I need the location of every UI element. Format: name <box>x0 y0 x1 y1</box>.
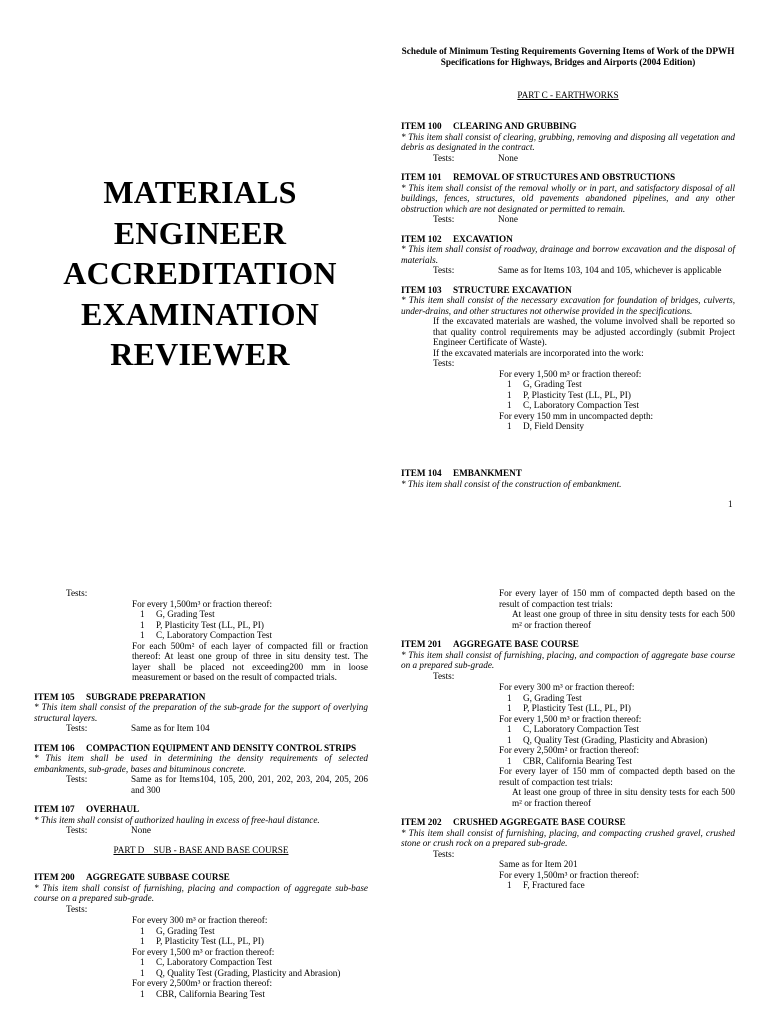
test-frequency: For every 300 m³ or fraction thereof: <box>132 915 268 925</box>
cover-title <box>30 172 370 375</box>
test-name: C, Laboratory Compaction Test <box>523 400 640 410</box>
header-line: Specifications for Highways, Bridges and Airports (2004 Edition) <box>440 56 696 67</box>
item-name: REMOVAL OF STRUCTURES AND OBSTRUCTIONS <box>453 172 676 182</box>
item-number: ITEM 202 <box>401 817 442 827</box>
item-description: * This item shall consist of the construction of embankment. <box>401 478 622 489</box>
tests-label: Tests: <box>66 723 88 733</box>
test-name: CBR, California Bearing Test <box>523 755 632 766</box>
test-frequency: For every layer of 150 mm of compacted depth based on the result of compaction test trials: <box>499 766 735 787</box>
test-frequency: For every 150 mm in uncompacted depth: <box>499 410 654 421</box>
item-200 <box>34 872 368 999</box>
item-200-continued <box>401 588 735 630</box>
test-name: P, Plasticity Test (LL, PL, PI) <box>156 619 264 630</box>
item-number: ITEM 106 <box>34 742 75 753</box>
item-202 <box>401 817 735 891</box>
title-line: REVIEWER <box>110 336 290 372</box>
test-count: 1 <box>140 630 145 640</box>
part-d-heading: PART D SUB - BASE AND BASE COURSE <box>113 844 289 855</box>
item-description: * This item shall consist of authorized hauling in excess of free-haul distance. <box>34 814 320 825</box>
test-frequency: For every layer of 150 mm of compacted depth based on the result of compaction test trials: <box>499 588 735 609</box>
test-count: 1 <box>507 379 512 389</box>
item-description: * This item shall consist of the necessary excavation for foundation of bridges, culverts, under-drains, and other structures not otherwise provided in the specifications. <box>401 295 735 316</box>
tests-label: Tests: <box>66 825 88 835</box>
item-201 <box>401 639 735 808</box>
item-name: OVERHAUL <box>86 804 140 814</box>
header-line: Schedule of Minimum Testing Requirements Governing Items of Work of the DPWH <box>401 46 735 56</box>
test-name: G, Grading Test <box>523 379 582 389</box>
test-name: D, Field Density <box>523 421 584 431</box>
title-line: ENGINEER <box>113 214 287 251</box>
test-frequency: For every 1,500m³ or fraction thereof: <box>499 869 640 880</box>
test-frequency: For every 1,500 m³ or fraction thereof: <box>499 368 642 379</box>
item-104-tests <box>34 588 368 683</box>
item-106 <box>34 743 368 796</box>
tests-value: Same as for Items104, 105, 200, 201, 202, 203, 204, 205, 206 and 300 <box>131 774 368 795</box>
tests-label: Tests: <box>433 152 455 163</box>
item-number: ITEM 200 <box>34 872 75 882</box>
test-name: G, Grading Test <box>156 925 215 936</box>
test-name: P, Plasticity Test (LL, PL, PI) <box>523 389 631 400</box>
item-number: ITEM 104 <box>401 468 442 478</box>
title-line: ACCREDITATION <box>63 255 337 291</box>
item-description: * This item shall consist of furnishing, placing, and compacting crushed gravel, crushed stone or crush rock on a prepared sub-grade. <box>401 827 735 848</box>
item-note: At least one group of three in situ density tests for each 500 m² or fraction thereof <box>512 787 735 808</box>
test-name: C, Laboratory Compaction Test <box>156 630 273 640</box>
test-name: G, Grading Test <box>523 692 582 703</box>
tests-value: Same as for Item 104 <box>131 723 210 733</box>
item-number: ITEM 105 <box>34 691 75 702</box>
test-name: G, Grading Test <box>156 609 215 619</box>
tests-value: None <box>498 214 518 224</box>
test-count: 1 <box>507 880 512 890</box>
test-name: P, Plasticity Test (LL, PL, PI) <box>156 936 264 946</box>
page-number: 1 <box>728 499 733 509</box>
title-line: EXAMINATION <box>80 295 320 332</box>
test-count: 1 <box>140 988 145 999</box>
test-name: Q, Quality Test (Grading, Plasticity and Abrasion) <box>523 734 708 745</box>
item-description: * This item shall consist of furnishing, placing, and compaction of aggregate base course on a prepared sub-grade. <box>401 649 735 670</box>
tests-label: Tests: <box>66 774 88 784</box>
tests-value: Same as for Items 103, 104 and 105, whichever is applicable <box>498 265 722 275</box>
item-number: ITEM 101 <box>401 172 442 182</box>
tests-label: Tests: <box>433 358 455 368</box>
item-name: EXCAVATION <box>453 233 513 244</box>
item-name: CLEARING AND GRUBBING <box>453 121 577 131</box>
item-number: ITEM 103 <box>401 284 442 295</box>
item-104 <box>401 468 735 489</box>
page1-right-column <box>401 121 735 432</box>
test-count: 1 <box>507 692 512 703</box>
test-count: 1 <box>507 755 512 766</box>
item-number: ITEM 100 <box>401 121 442 131</box>
tests-label: Tests: <box>66 588 88 598</box>
test-frequency: For every 300 m³ or fraction thereof: <box>499 682 635 692</box>
tests-value: None <box>498 152 518 163</box>
item-number: ITEM 201 <box>401 639 442 649</box>
test-count: 1 <box>140 957 145 967</box>
test-count: 1 <box>140 967 145 978</box>
tests-label: Tests: <box>66 903 88 914</box>
item-description: * This item shall consist of roadway, drainage and borrow excavation and the disposal of materials. <box>401 244 735 265</box>
test-frequency: For every 1,500m³ or fraction thereof: <box>132 598 273 609</box>
item-name: AGGREGATE BASE COURSE <box>453 639 579 649</box>
item-description: * This item shall consist of clearing, grubbing, removing and disposing all vegetation and debris as designated in the contract. <box>401 131 735 152</box>
item-description: * This item shall consist of the removal wholly or in part, and satisfactory disposal of all buildings, fences, structures, old pavements abandoned pipelines, and any other obstruction which are not designated or permitted to remain. <box>401 182 735 214</box>
test-frequency: For every 1,500 m³ or fraction thereof: <box>499 713 642 724</box>
tests-label: Tests: <box>433 848 455 859</box>
test-name: P, Plasticity Test (LL, PL, PI) <box>523 703 631 713</box>
item-105 <box>34 692 368 734</box>
test-name: F, Fractured face <box>523 880 585 890</box>
page2-left-column <box>34 588 368 999</box>
tests-label: Tests: <box>433 670 455 681</box>
test-name: CBR, California Bearing Test <box>156 988 265 999</box>
item-description: * This item shall consist of the preparation of the sub-grade for the support of overlying structural layers. <box>34 702 368 723</box>
test-count: 1 <box>507 703 512 713</box>
item-note: If the excavated materials are washed, the volume involved shall be reported so that quality control requirements may be adjusted accordingly (submit Project Engineer Certificate of Waste). <box>433 316 735 347</box>
item-note: At least one group of three in situ density tests for each 500 m² or fraction thereof <box>512 609 735 630</box>
tests-value: Same as for Item 201 <box>499 859 578 869</box>
tests-label: Tests: <box>433 265 455 275</box>
tests-row <box>34 774 368 795</box>
test-name: C, Laboratory Compaction Test <box>156 957 273 967</box>
tests-label: Tests: <box>433 214 455 224</box>
test-name: Q, Quality Test (Grading, Plasticity and Abrasion) <box>156 967 341 978</box>
item-name: SUBGRADE PREPARATION <box>86 691 206 702</box>
test-count: 1 <box>507 724 512 734</box>
item-name: STRUCTURE EXCAVATION <box>453 284 572 295</box>
item-number: ITEM 107 <box>34 804 75 814</box>
test-frequency: For every 1,500 m³ or fraction thereof: <box>132 946 275 957</box>
item-100 <box>401 121 735 163</box>
test-count: 1 <box>140 609 145 619</box>
item-103 <box>401 285 735 432</box>
test-count: 1 <box>140 925 145 936</box>
item-name: EMBANKMENT <box>453 468 522 478</box>
item-note: If the excavated materials are incorporated into the work: <box>433 347 644 358</box>
part-c-heading: PART C - EARTHWORKS <box>517 90 619 100</box>
test-frequency: For every 2,500m² or fraction thereof: <box>499 745 640 755</box>
test-count: 1 <box>507 400 512 410</box>
test-name: C, Laboratory Compaction Test <box>523 724 640 734</box>
item-description: * This item shall be used in determining the density requirements of selected embankments, sub-grade, bases and bituminous concrete. <box>34 753 368 774</box>
item-note: For each 500m² of each layer of compacted fill or fraction thereof: At least one group of three in situ density test. The layer shall be placed not exceeding200 mm in loose measurement or based on the result of compacted trials. <box>132 640 368 682</box>
test-count: 1 <box>140 936 145 946</box>
page2-right-column <box>401 588 735 891</box>
schedule-header <box>398 46 738 67</box>
item-name: COMPACTION EQUIPMENT AND DENSITY CONTROL STRIPS <box>86 742 357 753</box>
item-description: * This item shall consist of furnishing, placing and compaction of aggregate sub-base course on a prepared sub-grade. <box>34 882 368 903</box>
item-101 <box>401 172 735 225</box>
item-102 <box>401 234 735 276</box>
tests-value: None <box>131 825 151 835</box>
item-name: CRUSHED AGGREGATE BASE COURSE <box>453 817 626 827</box>
item-name: AGGREGATE SUBBASE COURSE <box>86 872 230 882</box>
test-count: 1 <box>140 619 145 630</box>
test-frequency: For every 2,500m³ or fraction thereof: <box>132 978 273 988</box>
test-count: 1 <box>507 421 512 431</box>
test-count: 1 <box>507 734 512 745</box>
test-count: 1 <box>507 389 512 400</box>
item-number: ITEM 102 <box>401 233 442 244</box>
item-107 <box>34 804 368 836</box>
title-line: MATERIALS <box>103 174 297 210</box>
